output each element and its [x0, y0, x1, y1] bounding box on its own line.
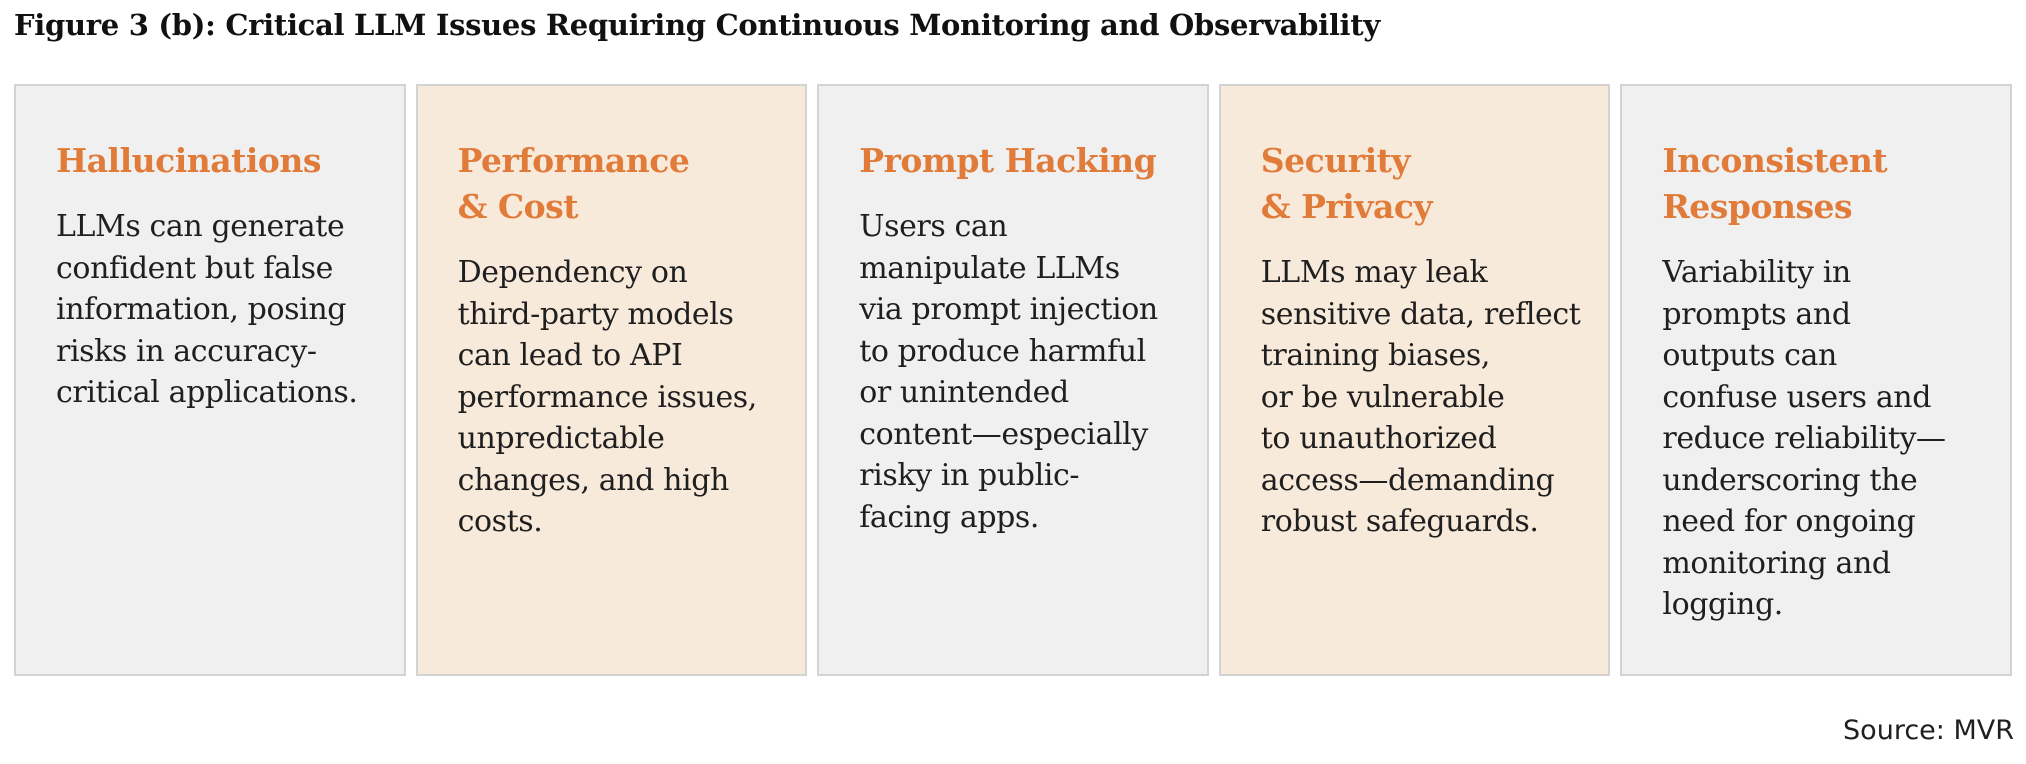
card-hallucinations [14, 84, 406, 676]
card-title-line: & Cost [457, 187, 578, 226]
figure-title: Figure 3 (b): Critical LLM Issues Requiring Continuous Monitoring and Observability [14, 8, 1380, 42]
card-text-line: underscoring the [1662, 462, 1918, 498]
card-text-line: confident but false [56, 250, 334, 286]
card-text-line: risks in accuracy- [56, 333, 317, 369]
card-text-line: changes, and high [457, 462, 729, 498]
card-text-line: information, posing [56, 292, 347, 327]
card-title-line: Security [1260, 141, 1411, 180]
card-title [56, 138, 380, 184]
card-text-line: unpredictable [457, 421, 665, 456]
card-title [458, 138, 782, 230]
card-text-line: can lead to API [457, 338, 683, 373]
card-text-line: facing apps. [859, 499, 1040, 535]
card-title [1662, 138, 1986, 230]
card-text-line: Dependency on [457, 255, 688, 290]
card-text-line: robust safeguards. [1260, 504, 1539, 539]
card-title [1261, 138, 1585, 230]
card-text-line: outputs can [1662, 338, 1837, 373]
card-title-line: Performance [457, 141, 690, 180]
card-text-line: LLMs may leak [1260, 255, 1488, 290]
card-text-line: confuse users and [1662, 379, 1932, 415]
card-text-line: Users can [859, 209, 1008, 244]
card-text-line: access—demanding [1260, 462, 1555, 498]
card-text-line: to unauthorized [1260, 421, 1497, 456]
card-description [1261, 252, 1585, 543]
card-text-line: sensitive data, reflect [1260, 296, 1581, 332]
card-description [1662, 252, 1986, 626]
card-text-line: critical applications. [56, 375, 358, 410]
card-security-privacy [1219, 84, 1611, 676]
card-text-line: via prompt injection [859, 292, 1158, 327]
issue-cards [14, 84, 2012, 676]
card-text-line: Variability in [1662, 255, 1851, 290]
card-text-line: content—especially [859, 416, 1148, 452]
card-text-line: to produce harmful [859, 333, 1146, 369]
card-text-line: or be vulnerable [1260, 379, 1505, 415]
card-description [458, 252, 782, 543]
card-inconsistent-responses [1620, 84, 2012, 676]
card-text-line: third-party models [457, 296, 734, 332]
card-text-line: logging. [1662, 587, 1783, 622]
source-note: Source: MVR [1843, 715, 2014, 746]
card-text-line: prompts and [1662, 296, 1851, 332]
card-text-line: costs. [457, 504, 543, 539]
card-performance-cost [416, 84, 808, 676]
card-text-line: risky in public- [859, 458, 1080, 493]
card-text-line: need for ongoing [1662, 504, 1916, 539]
card-title-line: Hallucinations [56, 141, 321, 180]
card-title-line: & Privacy [1260, 187, 1433, 226]
card-text-line: or unintended [859, 375, 1069, 410]
card-title [859, 138, 1183, 184]
card-title-line: Inconsistent [1662, 141, 1888, 180]
card-text-line: monitoring and [1662, 545, 1891, 581]
card-description [859, 206, 1183, 538]
card-title-line: Prompt Hacking [859, 141, 1157, 180]
card-text-line: training biases, [1260, 338, 1491, 373]
card-text-line: manipulate LLMs [859, 250, 1120, 286]
card-text-line: LLMs can generate [56, 209, 345, 244]
card-title-line: Responses [1662, 187, 1853, 226]
card-prompt-hacking [817, 84, 1209, 676]
card-text-line: reduce reliability— [1662, 421, 1946, 456]
card-description [56, 206, 380, 414]
card-text-line: performance issues, [457, 379, 757, 415]
